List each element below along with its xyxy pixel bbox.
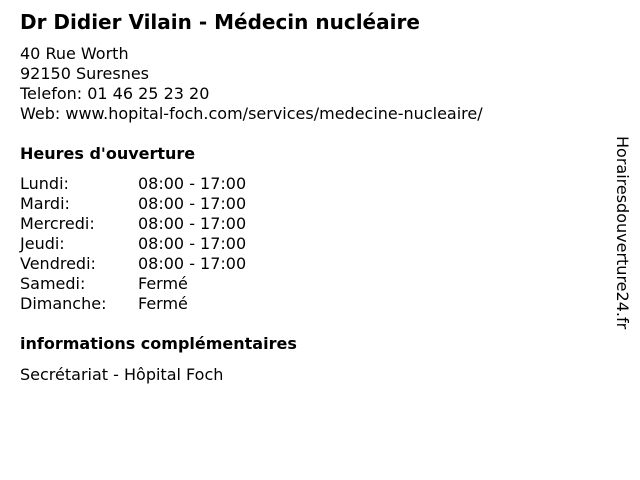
hours-time: 08:00 - 17:00 <box>138 174 247 193</box>
hours-table <box>20 174 280 314</box>
hours-heading: Heures d'ouverture <box>20 144 196 163</box>
hours-day: Vendredi: <box>20 254 96 273</box>
hours-time: 08:00 - 17:00 <box>138 254 247 273</box>
extra-info-text: Secrétariat - Hôpital Foch <box>20 365 224 384</box>
hours-row-saturday <box>20 274 280 294</box>
page-title: Dr Didier Vilain - Médecin nucléaire <box>20 10 420 34</box>
address-city: 92150 Suresnes <box>20 64 150 83</box>
extra-info-heading: informations complémentaires <box>20 334 297 353</box>
hours-day: Samedi: <box>20 274 86 293</box>
hours-day: Dimanche: <box>20 294 107 313</box>
watermark-text: Horairesdouverture24.fr <box>613 136 632 330</box>
hours-row-thursday <box>20 234 280 254</box>
hours-time: Fermé <box>138 294 188 313</box>
hours-row-monday <box>20 174 280 194</box>
hours-time: 08:00 - 17:00 <box>138 214 247 233</box>
hours-day: Mercredi: <box>20 214 95 233</box>
hours-time: 08:00 - 17:00 <box>138 234 247 253</box>
address-phone[interactable]: Telefon: 01 46 25 23 20 <box>20 84 210 103</box>
hours-row-tuesday <box>20 194 280 214</box>
hours-row-wednesday <box>20 214 280 234</box>
hours-time: Fermé <box>138 274 188 293</box>
hours-day: Jeudi: <box>20 234 65 253</box>
hours-day: Lundi: <box>20 174 69 193</box>
hours-row-sunday <box>20 294 280 314</box>
address-web[interactable]: Web: www.hopital-foch.com/services/medecine-nucleaire/ <box>20 104 483 123</box>
hours-row-friday <box>20 254 280 274</box>
hours-time: 08:00 - 17:00 <box>138 194 247 213</box>
address-block <box>20 44 483 124</box>
address-street: 40 Rue Worth <box>20 44 129 63</box>
hours-day: Mardi: <box>20 194 70 213</box>
watermark-container <box>612 136 632 372</box>
